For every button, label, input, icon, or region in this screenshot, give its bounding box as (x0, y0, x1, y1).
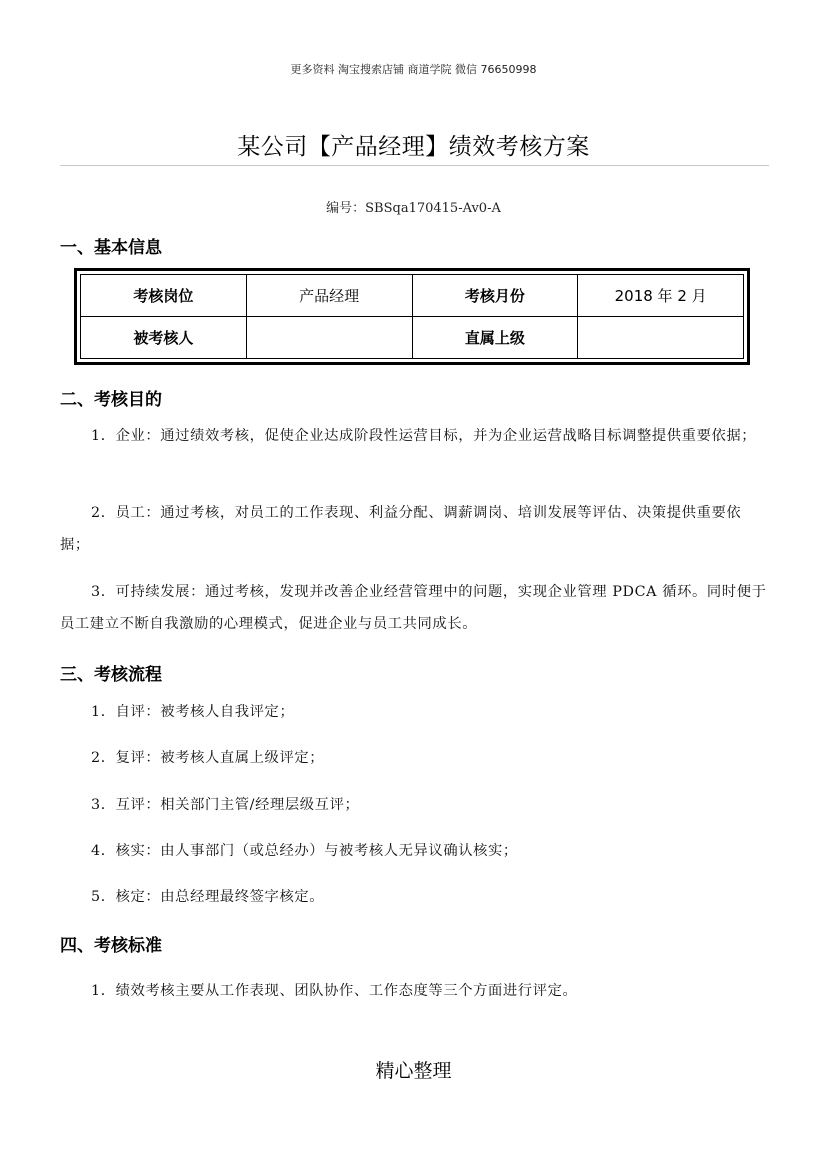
section-heading-purpose: 二、考核目的 (60, 390, 162, 410)
label-supervisor: 直属上级 (412, 317, 578, 359)
table-row (81, 317, 744, 359)
value-assessee (246, 317, 412, 359)
value-supervisor (578, 317, 744, 359)
header-note: 更多资料 淘宝搜索店铺 商道学院 微信 76650998 (290, 63, 537, 76)
purpose-paragraph-2: 2．员工：通过考核，对员工的工作表现、利益分配、调薪调岗、培训发展等评估、决策提供重要依据； (60, 505, 742, 553)
purpose-paragraph-3: 3．可持续发展：通过考核，发现并改善企业经营管理中的问题，实现企业管理 PDCA 循环。同时便于员工建立不断自我激励的心理模式，促进企业与员工共同成长。 (60, 584, 767, 632)
section-heading-standards: 四、考核标准 (60, 936, 162, 956)
value-month: 2018 年 2 月 (578, 275, 744, 317)
section-heading-process: 三、考核流程 (60, 665, 162, 685)
label-month: 考核月份 (412, 275, 578, 317)
table-row (81, 275, 744, 317)
process-item-4: 4．核实：由人事部门（或总经办）与被考核人无异议确认核实； (91, 843, 518, 859)
process-item-2: 2．复评：被考核人直属上级评定； (91, 750, 325, 766)
page-footer: 精心整理 (375, 1060, 452, 1082)
basic-info-table (74, 268, 750, 365)
document-code: 编号：SBSqa170415-Av0-A (326, 201, 501, 216)
process-item-3: 3．互评：相关部门主管/经理层级互评； (91, 797, 360, 813)
value-position: 产品经理 (246, 275, 412, 317)
standards-item-1: 1．绩效考核主要从工作表现、团队协作、工作态度等三个方面进行评定。 (91, 983, 578, 999)
title-divider (60, 165, 769, 166)
process-item-5: 5．核定：由总经理最终签字核定。 (91, 889, 325, 905)
purpose-paragraph-1: 1．企业：通过绩效考核，促使企业达成阶段性运营目标，并为企业运营战略目标调整提供重要依据； (91, 428, 757, 444)
label-assessee: 被考核人 (81, 317, 247, 359)
section-heading-basic-info: 一、基本信息 (60, 238, 162, 258)
label-position: 考核岗位 (81, 275, 247, 317)
page-title: 某公司【产品经理】绩效考核方案 (237, 134, 590, 160)
process-item-1: 1．自评：被考核人自我评定； (91, 704, 295, 720)
